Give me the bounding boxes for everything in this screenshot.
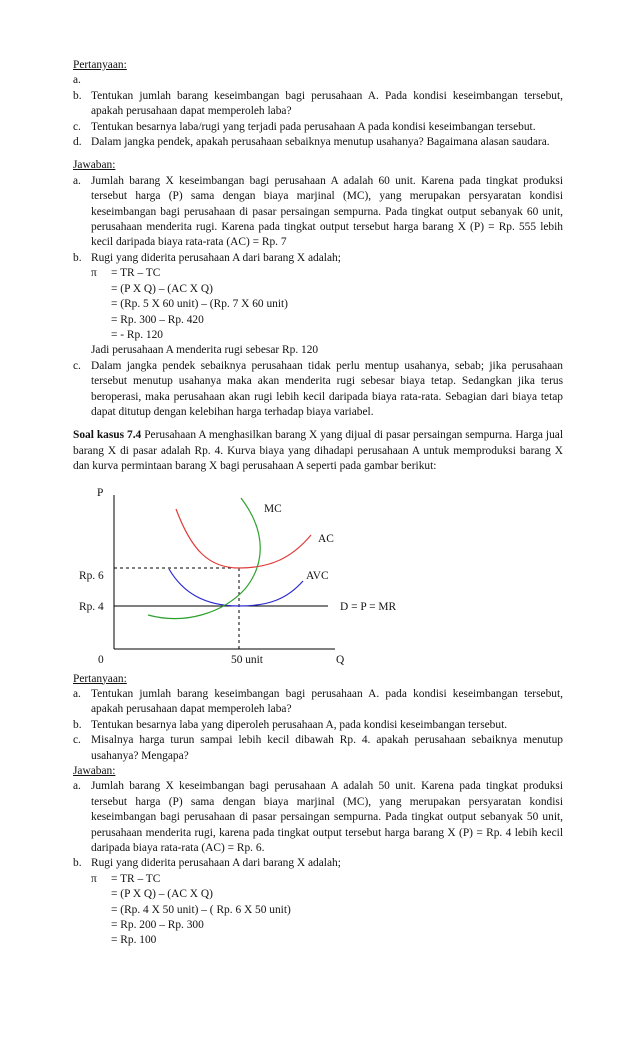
q1-item-c-text: Tentukan besarnya laba/rugi yang terjadi pada perusahaan A pada kondisi keseimbangan tersebut. (91, 120, 536, 133)
q2-item-c (73, 733, 563, 764)
q2-item-b-marker: b. (73, 718, 82, 731)
a1-item-c-marker: c. (73, 359, 81, 372)
a1-conclusion: Jadi perusahaan A menderita rugi sebesar Rp. 120 (91, 344, 319, 357)
a1-item-c-text: Dalam jangka pendek sebaiknya perusahaan tidak perlu mentup usahanya, sebab; jika perusahaan tersebut menutup usahanya maka akan menderita rugi sebesar biaya tetap. Sedangkan jika terus beroperasi, maka perusahaan akan rugi lebih kecil daripada biaya rata-rata. Sebagian dari biaya tetap dapat ditutup dengan kelebihan harga terhadap biaya variabel. (91, 359, 563, 418)
q2-item-c-text: Misalnya harga turun sampai lebih kecil dibawah Rp. 4. apakah perusahaan sebaiknya menutup usahanya? Mengapa? (91, 734, 563, 762)
a1-item-b-marker: b. (73, 251, 82, 264)
a2-item-b-text: Rugi yang diderita perusahaan A dari barang X adalah; (91, 857, 341, 870)
a2-item-b-marker: b. (73, 857, 82, 870)
a2-heading: Jawaban: (73, 765, 116, 777)
a2-item-b (73, 856, 563, 871)
a2-item-a-text: Jumlah barang X keseimbangan bagi perusahaan A adalah 50 unit. Karena pada tingkat produksi tersebut harga (P) sama dengan biaya marjinal (MC), yang merupakan persyaratan kondisi keseimbangan bagi perusahaan di pasar persaingan sempurna. Pada tingkat output sebanyak 50 unit, perusahaan menderita rugi, karena pada tingkat output tersebut harga barang X (P) = Rp. 4 lebih kecil daripada biaya rata-rata (AC) = Rp. 6. (91, 780, 563, 855)
price4-label: Rp. 4 (79, 600, 104, 613)
a2-calc-line-4: = Rp. 200 – Rp. 300 (111, 919, 204, 932)
a1-calc-1: = TR – TC (111, 267, 161, 280)
a1-calc-line-5: = - Rp. 120 (111, 328, 163, 341)
q1-item-d-marker: d. (73, 136, 82, 149)
a1-calc-line-3: = (Rp. 5 X 60 unit) – (Rp. 7 X 60 unit) (111, 298, 288, 311)
q2-item-a (73, 687, 563, 718)
p-axis-label: P (97, 486, 104, 499)
a1-pi-symbol: π (91, 267, 97, 280)
a1-item-a-text: Jumlah barang X keseimbangan bagi perusahaan A adalah 60 unit. Karena pada tingkat produksi tersebut harga (P) sama dengan biaya marjinal (MC), yang merupakan persyaratan kondisi keseimbangan bagi perusahaan di pasar persaingan sempurna. Pada tingkat output sebanyak 60 unit, perusahaan menderita rugi. Karena pada tingkat output tersebut harga barang X (P) = Rp. 555 lebih kecil daripada biaya rata-rata (AC) = Rp. 7 (91, 174, 563, 249)
ac-label: AC (318, 532, 334, 545)
a1-item-a (73, 174, 563, 251)
a2-calc-1: = TR – TC (111, 872, 161, 885)
a1-item-b (73, 251, 563, 266)
q2-heading: Pertanyaan: (73, 672, 127, 685)
case-paragraph (73, 428, 563, 474)
a1-calc-line-4: = Rp. 300 – Rp. 420 (111, 313, 204, 326)
q2-item-a-marker: a. (73, 687, 81, 700)
a2-calc-line-5: = Rp. 100 (111, 934, 157, 947)
q2-item-b-text: Tentukan besarnya laba yang diperoleh perusahaan A, pada kondisi keseimbangan tersebut. (91, 718, 508, 731)
avc-label: AVC (306, 569, 329, 582)
avc-curve (169, 569, 303, 606)
q1-item-c-marker: c. (73, 120, 81, 133)
q1-item-d (73, 135, 563, 150)
demand-label: D = P = MR (340, 600, 397, 613)
a1-item-c (73, 359, 563, 421)
q-axis-label: Q (336, 653, 345, 666)
a2-calc-line-3: = (Rp. 4 X 50 unit) – ( Rp. 6 X 50 unit) (111, 903, 291, 916)
q1-item-c (73, 120, 563, 135)
q1-item-b-marker: b. (73, 89, 82, 102)
cost-curve-figure (73, 485, 563, 668)
a2-calc-line-2: = (P X Q) – (AC X Q) (111, 888, 213, 901)
a1-item-b-text: Rugi yang diderita perusahaan A dari barang X adalah; (91, 251, 341, 264)
ac-curve (176, 509, 311, 568)
case-title: Soal kasus 7.4 (73, 429, 142, 442)
q1-item-d-text: Dalam jangka pendek, apakah perusahaan sebaiknya menutup usahanya? Bagaimana alasan saudara. (91, 136, 550, 149)
case-text: Perusahaan A menghasilkan barang X yang dijual di pasar persaingan sempurna. Harga jual barang X di pasar adalah Rp. 4. Kurva biaya yang dihadapi perusahaan A untuk memproduksi barang X dan kurva permintaan barang X bagi perusahaan A seperti pada gambar berikut: (73, 429, 563, 473)
a1-calc-line-1 (73, 266, 563, 281)
q2-item-c-marker: c. (73, 734, 81, 747)
q1-item-b-text: Tentukan jumlah barang keseimbangan bagi perusahaan A. Pada kondisi keseimbangan tersebut, apakah perusahaan dapat memperoleh laba? (91, 89, 563, 118)
q1-item-b (73, 89, 563, 120)
document-page (73, 58, 563, 949)
a2-pi-symbol: π (91, 872, 97, 885)
origin-label: 0 (98, 653, 104, 666)
q1-item-a (73, 73, 563, 88)
q2-item-a-text: Tentukan jumlah barang keseimbangan bagi perusahaan A. pada kondisi keseimbangan tersebut, apakah perusahaan dapat memperoleh laba? (91, 687, 563, 716)
a2-item-a-marker: a. (73, 780, 81, 793)
qty-label: 50 unit (231, 653, 263, 666)
a1-calc-line-2: = (P X Q) – (AC X Q) (111, 282, 213, 295)
price6-label: Rp. 6 (79, 569, 104, 582)
a2-item-a (73, 779, 563, 856)
a2-calc-line-1 (73, 872, 563, 887)
q2-item-b (73, 718, 563, 733)
mc-label: MC (264, 502, 282, 515)
a1-heading: Jawaban: (73, 159, 116, 172)
a1-item-a-marker: a. (73, 174, 81, 187)
q1-heading: Pertanyaan: (73, 59, 127, 71)
q1-item-a-marker: a. (73, 74, 81, 87)
